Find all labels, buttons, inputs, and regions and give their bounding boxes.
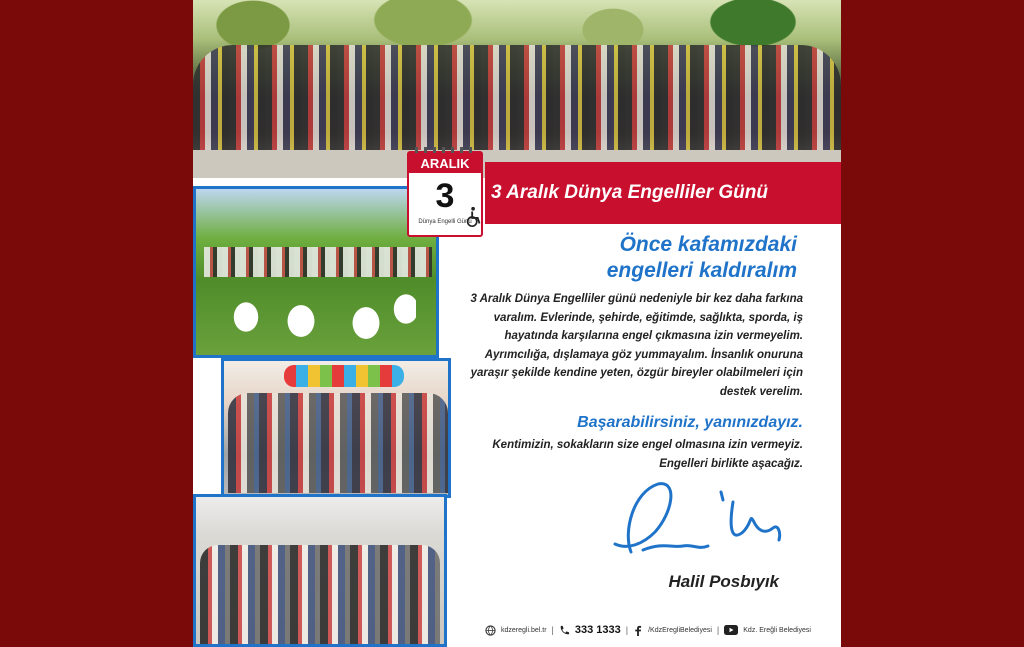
standing-people <box>204 247 432 277</box>
photo-visit-group <box>193 494 447 647</box>
seated-people <box>226 289 416 344</box>
footer-separator: | <box>551 625 554 635</box>
globe-icon <box>485 625 496 636</box>
poster <box>193 0 841 647</box>
crowd <box>193 45 841 155</box>
signature <box>603 472 803 572</box>
footer-facebook[interactable]: /KdzEregliBelediyesi <box>648 626 712 634</box>
group-people <box>228 393 448 493</box>
footer <box>485 621 825 639</box>
footer-website[interactable]: kdzeregli.bel.tr <box>501 626 547 634</box>
photo-outdoor-activity <box>193 186 439 358</box>
balloons <box>284 365 404 387</box>
phone-icon <box>559 625 570 636</box>
group-photo <box>193 0 841 178</box>
calendar-month: ARALIK <box>409 153 481 173</box>
headline-line-2: engelleri kaldıralım <box>606 259 797 282</box>
group-people <box>200 545 440 645</box>
facebook-icon <box>633 625 643 636</box>
footer-youtube[interactable]: Kdz. Ereğli Belediyesi <box>743 626 811 634</box>
event-banner: 3 Aralık Dünya Engelliler Günü <box>485 162 841 224</box>
calendar-day: 3 <box>435 177 455 215</box>
footer-separator: | <box>625 625 629 635</box>
closing-text: Kentimizin, sokakların size engel olmasına izin vermeyiz. Engelleri birlikte aşacağız. <box>492 439 803 470</box>
photo-indoor-group <box>221 358 451 498</box>
sub-headline: Başarabilirsiniz, yanınızdayız. <box>577 414 803 431</box>
footer-phone[interactable]: 333 1333 <box>574 624 621 636</box>
signer-name: Halil Posbıyık <box>668 572 779 591</box>
youtube-icon <box>724 625 738 635</box>
calendar-caption: Dünya Engelli Günü <box>418 219 472 225</box>
headline <box>461 232 797 284</box>
headline-line-1: Önce kafamızdaki <box>619 233 797 256</box>
body-text: 3 Aralık Dünya Engelliler günü nedeniyle bir kez daha farkına varalım. Evlerinde, şehirde, eğitimde, sağlıkta, sporda, iş hayatında karşılarına engel çıkmasına izin vermeyelim. Ayrımcılığa, dışlamaya göz yummayalım. İnsanlık onuruna yaraşır şekilde kendine yeten, özgür bireyler olabilmeleri için destek verelim. <box>470 293 803 398</box>
wheelchair-icon <box>463 206 485 228</box>
footer-separator: | <box>716 625 720 635</box>
